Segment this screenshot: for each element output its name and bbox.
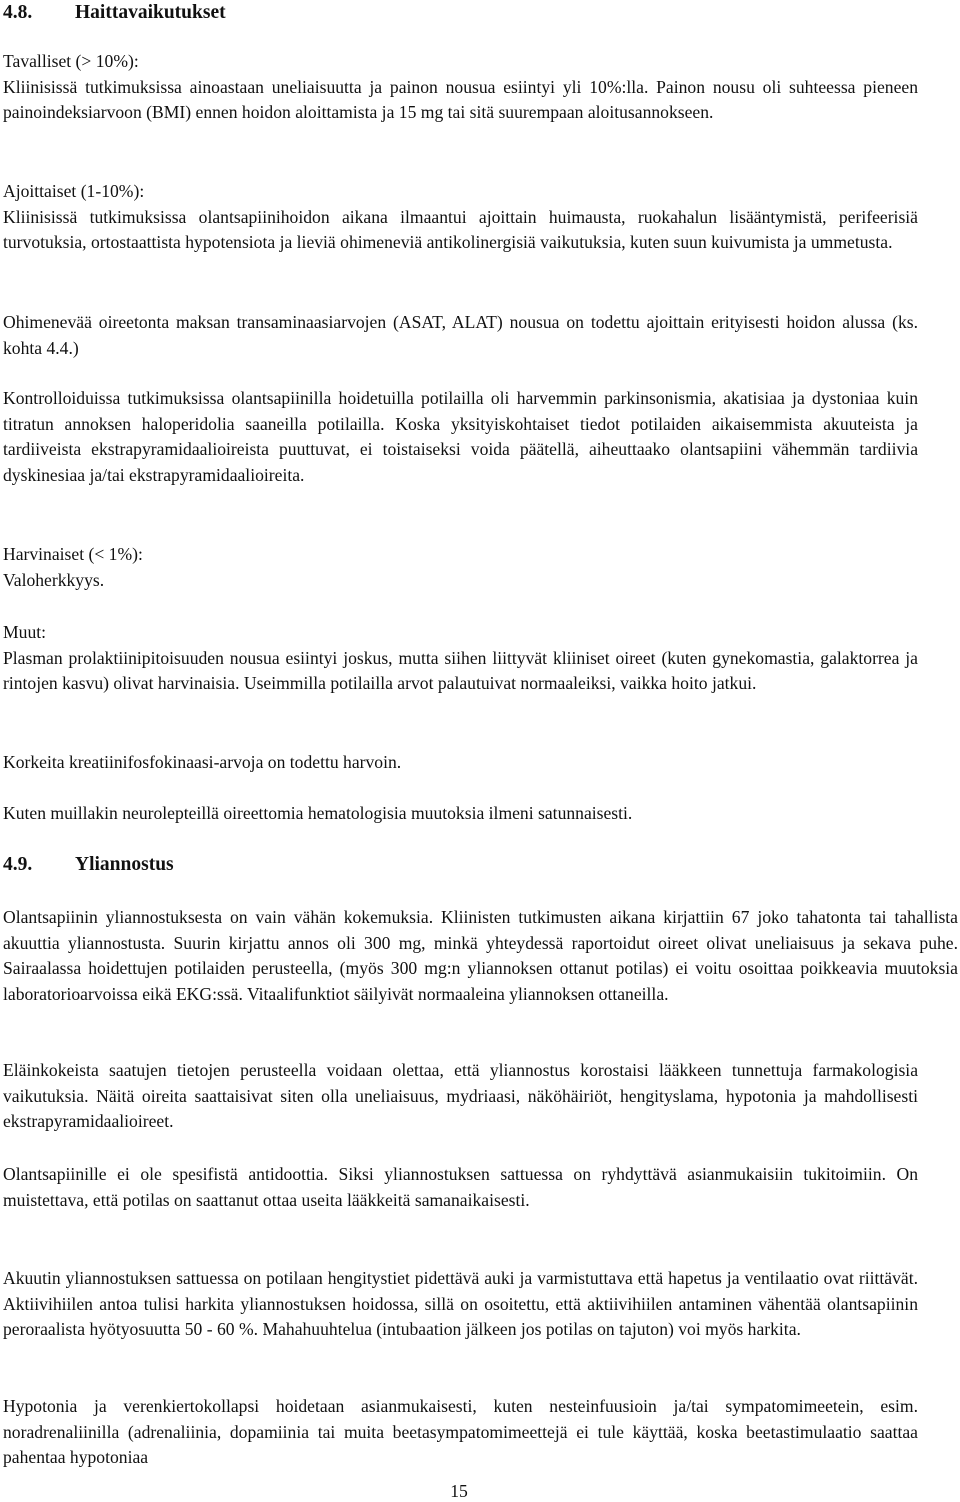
animal-studies-text: Eläinkokeista saatujen tietojen perusteella voidaan olettaa, että yliannostus korostaisi lääkkeen tunnettuja farmakologisia vaikutuksia. Näitä oireita saattaisivat siten olla uneliaisuus, mydriaasi, näköhäiriöt, hengityslama, hypotonia ja mahdollisesti ekstrapyramidaalioireet. [3, 1060, 918, 1132]
hematology-text: Kuten muillakin neurolepteillä oireettomia hematologisia muutoksia ilmeni satunnaisesti. [3, 803, 633, 823]
ck-text: Korkeita kreatiinifosfokinaasi-arvoja on todettu harvoin. [3, 752, 402, 772]
transaminase-paragraph [3, 310, 918, 361]
overdose-experience-text: Olantsapiinin yliannostuksesta on vain vähän kokemuksia. Kliinisten tutkimusten aikana kirjattiin 67 joko tahatonta tai tahallista akuuttia yliannostusta. Suurin kirjattu annos oli 300 mg, minkä yhteydessä raportoidut oireet olivat uneliaisuus ja sekava puhe. Sairaalassa hoidettujen potilaiden perusteella, (myös 300 mg:n yliannoksen ottanut potilas) ei voitu osoittaa poikkeavia muutoksia laboratorioarvoissa eikä EKG:ssä. Vitaalifunktiot säilyivät normaaleina yliannoksen ottaneilla. [3, 907, 958, 1004]
transaminase-text: Ohimenevää oireetonta maksan transaminaasiarvojen (ASAT, ALAT) nousua on todettu ajoittain erityisesti hoidon alussa (ks. kohta 4.4.) [3, 312, 918, 358]
acute-overdose-text: Akuutin yliannostuksen sattuessa on potilaan hengitystiet pidettävä auki ja varmistuttava että hapetus ja ventilaatio ovat riittävät. Aktiivihiilen antoa tulisi harkita yliannostuksen hoidossa, sillä on osoitettu, että aktiivihiilen antaminen vähentää olantsapiinin peroraalista hyötyosuutta 50 - 60 %. Mahahuuhtelua (intubaation jälkeen jos potilas on tajuton) voi myös harkita. [3, 1268, 918, 1340]
acute-overdose-paragraph [3, 1266, 918, 1343]
occasional-effects-text: Kliinisissä tutkimuksissa olantsapiinihoidon aikana ilmaantui ajoittain huimausta, ruokahalun lisääntymistä, perifeerisiä turvotuksia, ortostaattista hypotensiota ja lieviä ohimeneviä antikolinergisiä vaikutuksia, kuten suun kuivumista ja ummetusta. [3, 206, 918, 253]
common-effects-label: Tavalliset (> 10%): [3, 51, 139, 71]
section-number: 4.8. [3, 2, 33, 23]
other-effects-text: Plasman prolaktiinipitoisuuden nousua esiintyi joskus, mutta siihen liittyvät kliiniset oireet (kuten gynekomastia, galaktorrea ja rintojen kasvu) olivat harvinaisia. Useimmilla potilailla arvot palautuivat normaaleiksi, vaikka hoito jatkui. [3, 647, 918, 694]
common-effects-block [3, 49, 918, 126]
antidote-paragraph [3, 1162, 918, 1213]
occasional-effects-label: Ajoittaiset (1-10%): [3, 181, 145, 201]
occasional-effects-block [3, 179, 918, 256]
hematology-paragraph [3, 801, 918, 827]
rare-effects-label: Harvinaiset (< 1%): [3, 544, 143, 564]
ck-paragraph [3, 750, 918, 776]
animal-studies-paragraph [3, 1058, 918, 1135]
section-title: Haittavaikutukset [75, 2, 226, 23]
common-effects-text: Kliinisissä tutkimuksissa ainoastaan uneliaisuutta ja painon nousua esiintyi yli 10%:lla. Painon nousu oli suhteessa pieneen painoindeksiarvoon (BMI) ennen hoidon aloittamista ja 15 mg tai sitä suurempaan aloitusannokseen. [3, 76, 918, 123]
rare-effects-text: Valoherkkyys. [3, 569, 105, 590]
section-heading-4-8 [3, 0, 226, 26]
controlled-studies-paragraph [3, 386, 918, 488]
overdose-experience-paragraph [3, 905, 958, 1007]
controlled-studies-text: Kontrolloiduissa tutkimuksissa olantsapiinilla hoidetuilla potilailla oli harvemmin parkinsonismia, akatisiaa ja dystoniaa kuin titratun annoksen haloperidolia saaneilla potilailla. Koska yksityiskohtaiset tiedot potilaiden aikaisemmista akuuteista ja tardiiveista ekstrapyramidaalioireista puuttuvat, ei toistaiseksi voida päätellä, aiheuttaako olantsapiini vähemmän tardiivia dyskinesiaa ja/tai ekstrapyramidaalioireita. [3, 388, 918, 485]
hypotension-paragraph [3, 1394, 918, 1471]
section-title: Yliannostus [75, 854, 174, 875]
other-effects-label: Muut: [3, 622, 47, 642]
antidote-text: Olantsapiinille ei ole spesifistä antidoottia. Siksi yliannostuksen sattuessa on ryhdyttävä asianmukaisiin tukitoimiin. On muistettava, että potilas on saattanut ottaa useita lääkkeitä samanaikaisesti. [3, 1164, 918, 1210]
other-effects-block [3, 620, 918, 697]
hypotension-text: Hypotonia ja verenkiertokollapsi hoidetaan asianmukaisesti, kuten nesteinfuusioin ja/tai sympatomimeetein, esim. noradrenaliinilla (adrenaliinia, dopamiinia tai muita beetasympatomimeettejä ei tule käyttää, koska beetastimulaatio saattaa pahentaa hypotoniaa [3, 1396, 918, 1468]
rare-effects-block [3, 542, 918, 593]
section-heading-4-9 [3, 852, 174, 878]
section-number: 4.9. [3, 854, 33, 875]
page-number: 15 [450, 1481, 468, 1501]
